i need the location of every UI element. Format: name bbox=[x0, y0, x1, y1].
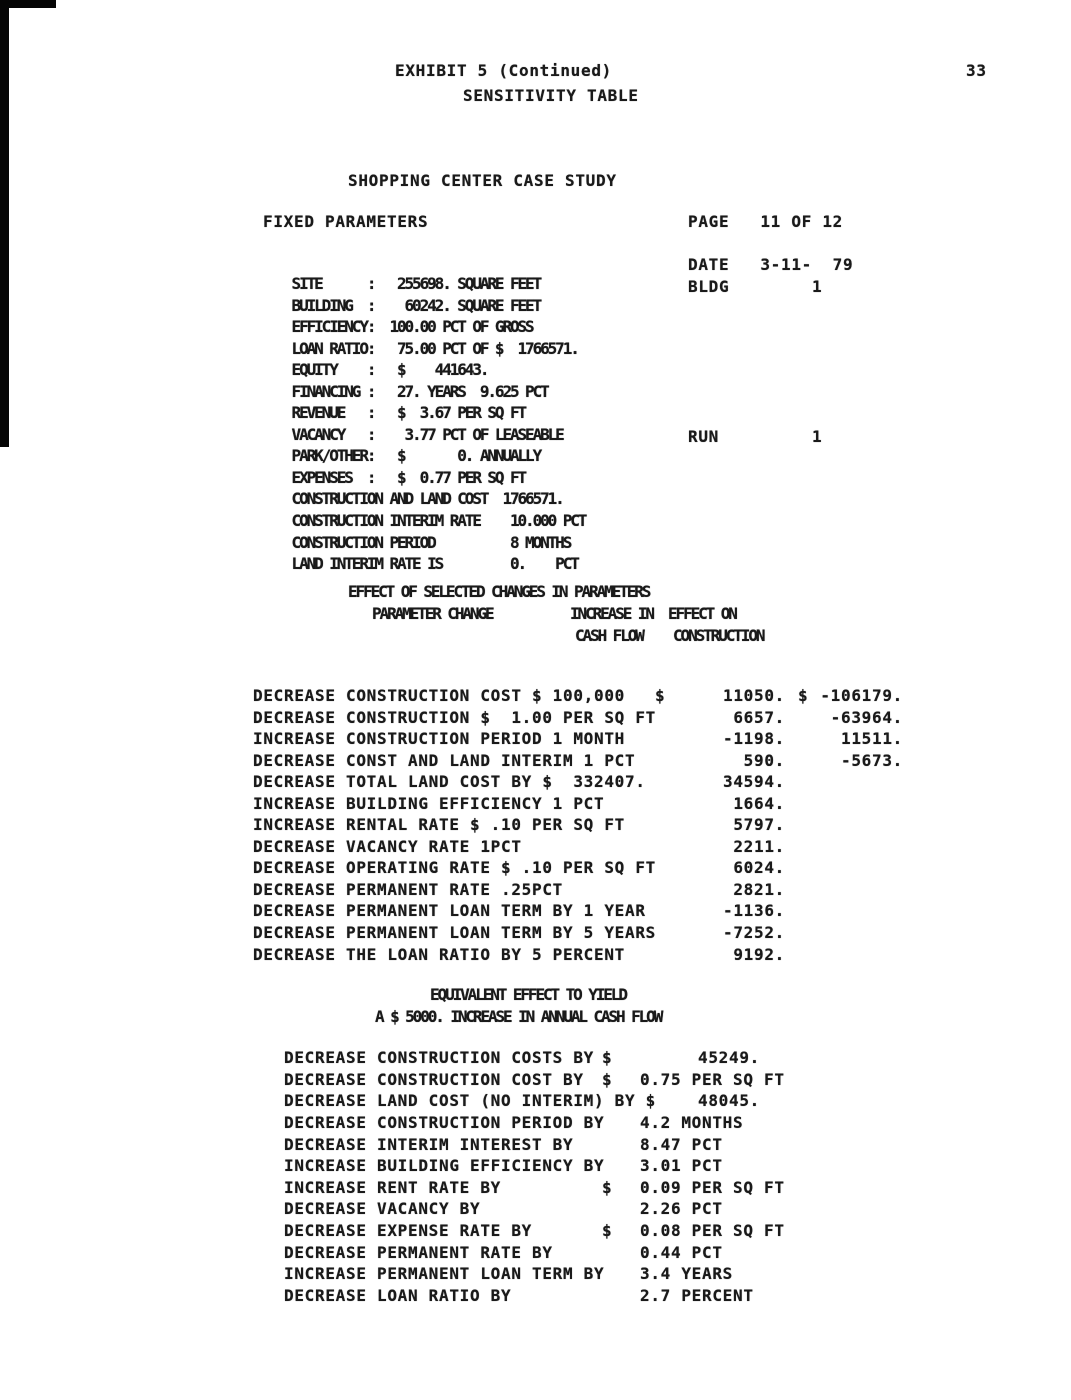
case-study-title: SHOPPING CENTER CASE STUDY bbox=[348, 171, 617, 190]
effects-parameter: DECREASE PERMANENT LOAN TERM BY 1 YEAR bbox=[253, 901, 646, 921]
effects-parameter: DECREASE CONSTRUCTION COST $ 100,000 bbox=[253, 686, 625, 705]
cash-flow-value: 2211. bbox=[733, 836, 785, 856]
equivalent-table-row bbox=[284, 1070, 984, 1092]
equivalent-value-right-aligned: 45249. bbox=[698, 1048, 760, 1067]
document-subtitle: SENSITIVITY TABLE bbox=[463, 86, 639, 105]
equivalent-value: 8.47 PCT bbox=[640, 1134, 723, 1154]
equivalent-value: 3.4 YEARS bbox=[640, 1264, 733, 1284]
equivalent-action: DECREASE INTERIM INTEREST BY bbox=[284, 1134, 574, 1154]
cash-flow-value: -7252. bbox=[723, 923, 785, 943]
equivalent-action: DECREASE PERMANENT RATE BY bbox=[284, 1242, 553, 1262]
construction-dollar-sign: $ bbox=[798, 686, 809, 705]
equivalent-dollar-sign: $ bbox=[602, 1069, 613, 1089]
equivalent-value: 0.44 PCT bbox=[640, 1242, 723, 1262]
cash-flow-dollar-sign: $ bbox=[655, 686, 666, 705]
construction-value: 11511. bbox=[841, 729, 903, 749]
effects-table-row bbox=[253, 772, 953, 794]
effects-table-row bbox=[253, 858, 953, 880]
effects-table-row bbox=[253, 945, 953, 967]
scan-artifact-left-bar bbox=[0, 0, 9, 447]
fixed-parameter-line bbox=[253, 338, 973, 380]
effects-table-row bbox=[253, 880, 953, 902]
equivalent-action: INCREASE BUILDING EFFICIENCY BY bbox=[284, 1156, 605, 1176]
effects-table-title: EFFECT OF SELECTED CHANGES IN PARAMETERS bbox=[348, 582, 650, 601]
cash-flow-value: 9192. bbox=[733, 944, 785, 964]
cash-flow-value: 34594. bbox=[723, 772, 785, 792]
scan-artifact-top-bar bbox=[0, 0, 56, 8]
fixed-parameters-heading: FIXED PARAMETERS bbox=[263, 212, 429, 231]
fixed-parameter-text: VACANCY : 3.77 PCT OF LEASEABLE bbox=[291, 424, 563, 444]
effects-table-row bbox=[253, 794, 953, 816]
equivalent-table-row bbox=[284, 1221, 984, 1243]
effects-parameter: INCREASE RENTAL RATE $ .10 PER SQ FT bbox=[253, 815, 625, 835]
effects-col1-header: PARAMETER CHANGE bbox=[372, 604, 493, 623]
equivalent-value: 0.75 PER SQ FT bbox=[640, 1069, 785, 1089]
exhibit-title: EXHIBIT 5 (Continued) bbox=[395, 61, 612, 80]
effects-table-row bbox=[253, 708, 953, 730]
fixed-parameter-text: EQUITY : $ 441643. bbox=[291, 360, 488, 380]
equivalent-value: 3.01 PCT bbox=[640, 1156, 723, 1176]
effects-parameter: DECREASE CONSTRUCTION $ 1.00 PER SQ FT bbox=[253, 707, 656, 727]
equivalent-action: INCREASE PERMANENT LOAN TERM BY bbox=[284, 1264, 605, 1284]
cash-flow-value: 6024. bbox=[733, 858, 785, 878]
equivalent-table-row bbox=[284, 1048, 984, 1070]
construction-value: -63964. bbox=[830, 707, 903, 727]
fixed-parameter-line bbox=[253, 363, 973, 401]
equivalent-value: 0.09 PER SQ FT bbox=[640, 1177, 785, 1197]
equivalent-dollar-sign: $ bbox=[602, 1221, 613, 1241]
equivalent-value: 0.08 PER SQ FT bbox=[640, 1221, 785, 1241]
effects-table-row bbox=[253, 729, 953, 751]
fixed-parameter-text: LAND INTERIM RATE IS 0. PCT bbox=[291, 554, 578, 574]
effects-parameter: INCREASE BUILDING EFFICIENCY 1 PCT bbox=[253, 793, 605, 813]
effects-parameter: INCREASE CONSTRUCTION PERIOD 1 MONTH bbox=[253, 729, 625, 749]
effects-parameter: DECREASE PERMANENT RATE .25PCT bbox=[253, 879, 563, 899]
fixed-parameter-line bbox=[253, 467, 973, 509]
fixed-parameter-text: CONSTRUCTION INTERIM RATE 10.000 PCT bbox=[291, 511, 586, 531]
equivalent-action: INCREASE RENT RATE BY bbox=[284, 1177, 501, 1197]
equivalent-value-right-aligned: 48045. bbox=[698, 1091, 760, 1111]
effects-table-row bbox=[253, 837, 953, 859]
fixed-parameter-right-column: RUN 1 bbox=[688, 427, 823, 447]
equivalent-value: 2.26 PCT bbox=[640, 1199, 723, 1219]
cash-flow-value: -1198. bbox=[723, 729, 785, 749]
equivalent-action: DECREASE CONSTRUCTION PERIOD BY bbox=[284, 1112, 605, 1132]
fixed-parameter-text: CONSTRUCTION AND LAND COST 1766571. bbox=[291, 489, 563, 509]
cash-flow-value: 11050. bbox=[723, 686, 785, 705]
equivalent-action: DECREASE CONSTRUCTION COST BY bbox=[284, 1069, 584, 1089]
fixed-parameter-text: FINANCING : 27. YEARS 9.625 PCT bbox=[291, 381, 548, 401]
effects-col3-header-line2: CONSTRUCTION bbox=[673, 626, 764, 645]
equivalent-value: 2.7 PERCENT bbox=[640, 1286, 754, 1306]
fixed-parameter-line bbox=[253, 381, 973, 423]
effects-parameter: DECREASE VACANCY RATE 1PCT bbox=[253, 836, 522, 856]
effects-col2-header-line1: INCREASE IN bbox=[570, 604, 653, 623]
fixed-parameter-text: EXPENSES : $ 0.77 PER SQ FT bbox=[291, 467, 526, 487]
effects-col2-header-line2: CASH FLOW bbox=[575, 626, 643, 645]
fixed-parameter-text: BUILDING : 60242. SQUARE FEET bbox=[291, 295, 541, 315]
fixed-parameter-right-column: BLDG 1 bbox=[688, 276, 823, 296]
equivalent-action: DECREASE CONSTRUCTION COSTS BY bbox=[284, 1048, 594, 1067]
page-number: 33 bbox=[966, 61, 987, 80]
fixed-parameter-line bbox=[253, 514, 973, 552]
cash-flow-value: 590. bbox=[743, 750, 785, 770]
fixed-parameter-text: CONSTRUCTION PERIOD 8 MONTHS bbox=[291, 532, 571, 552]
construction-value: -5673. bbox=[841, 750, 903, 770]
fixed-parameter-line bbox=[253, 320, 973, 358]
construction-value: -106179. bbox=[820, 686, 903, 705]
cash-flow-value: -1136. bbox=[723, 901, 785, 921]
effects-col3-header-line1: EFFECT ON bbox=[668, 604, 736, 623]
fixed-parameter-line bbox=[253, 424, 973, 466]
effects-parameter: DECREASE THE LOAN RATIO BY 5 PERCENT bbox=[253, 944, 625, 964]
effects-table bbox=[253, 686, 953, 966]
fixed-parameter-line bbox=[253, 532, 973, 574]
effects-parameter: DECREASE TOTAL LAND COST BY $ 332407. bbox=[253, 772, 646, 792]
fixed-parameter-text: PARK/OTHER: $ 0. ANNUALLY bbox=[291, 446, 541, 466]
equivalent-table-row bbox=[284, 1091, 984, 1113]
cash-flow-value: 5797. bbox=[733, 815, 785, 835]
equivalent-table-title-line2: A $ 5000. INCREASE IN ANNUAL CASH FLOW bbox=[375, 1007, 662, 1026]
page-of-label: PAGE 11 OF 12 bbox=[688, 212, 843, 231]
equivalent-table-row bbox=[284, 1156, 984, 1178]
fixed-parameter-line bbox=[253, 276, 973, 315]
cash-flow-value: 1664. bbox=[733, 793, 785, 813]
fixed-parameter-text: REVENUE : $ 3.67 PER SQ FT bbox=[291, 403, 526, 423]
effects-parameter: DECREASE PERMANENT LOAN TERM BY 5 YEARS bbox=[253, 923, 656, 943]
equivalent-table-row bbox=[284, 1264, 984, 1286]
effects-table-row bbox=[253, 686, 953, 708]
effects-table-row bbox=[253, 751, 953, 773]
fixed-parameter-line bbox=[253, 295, 973, 337]
fixed-parameter-line bbox=[253, 492, 973, 531]
fixed-parameter-text: LOAN RATIO: 75.00 PCT OF $ 1766571. bbox=[291, 338, 578, 358]
fixed-parameter-text: EFFICIENCY: 100.00 PCT OF GROSS bbox=[291, 317, 533, 337]
equivalent-table-title-line1: EQUIVALENT EFFECT TO YIELD bbox=[430, 985, 626, 1004]
effects-parameter: DECREASE OPERATING RATE $ .10 PER SQ FT bbox=[253, 858, 656, 878]
effects-table-row bbox=[253, 901, 953, 923]
cash-flow-value: 6657. bbox=[733, 707, 785, 727]
equivalent-dollar-sign: $ bbox=[602, 1048, 613, 1067]
fixed-parameter-line bbox=[253, 449, 973, 487]
equivalent-table-row bbox=[284, 1135, 984, 1157]
equivalent-table-row bbox=[284, 1286, 984, 1308]
equivalent-table-row bbox=[284, 1199, 984, 1221]
effects-table-row bbox=[253, 815, 953, 837]
equivalent-table bbox=[284, 1048, 984, 1308]
equivalent-table-row bbox=[284, 1243, 984, 1265]
fixed-parameters-block bbox=[253, 255, 973, 574]
fixed-parameter-text: SITE : 255698. SQUARE FEET bbox=[291, 274, 541, 293]
equivalent-action: DECREASE LOAN RATIO BY bbox=[284, 1286, 512, 1306]
equivalent-value: 4.2 MONTHS bbox=[640, 1112, 744, 1132]
fixed-parameter-right-column: DATE 3-11- 79 bbox=[688, 255, 854, 274]
cash-flow-value: 2821. bbox=[733, 879, 785, 899]
equivalent-dollar-sign: $ bbox=[602, 1177, 613, 1197]
effects-parameter: DECREASE CONST AND LAND INTERIM 1 PCT bbox=[253, 750, 636, 770]
equivalent-table-row bbox=[284, 1113, 984, 1135]
effects-table-row bbox=[253, 923, 953, 945]
equivalent-action: DECREASE VACANCY BY bbox=[284, 1199, 481, 1219]
equivalent-action: DECREASE LAND COST (NO INTERIM) BY $ bbox=[284, 1091, 656, 1111]
equivalent-action: DECREASE EXPENSE RATE BY bbox=[284, 1221, 532, 1241]
equivalent-table-row bbox=[284, 1178, 984, 1200]
